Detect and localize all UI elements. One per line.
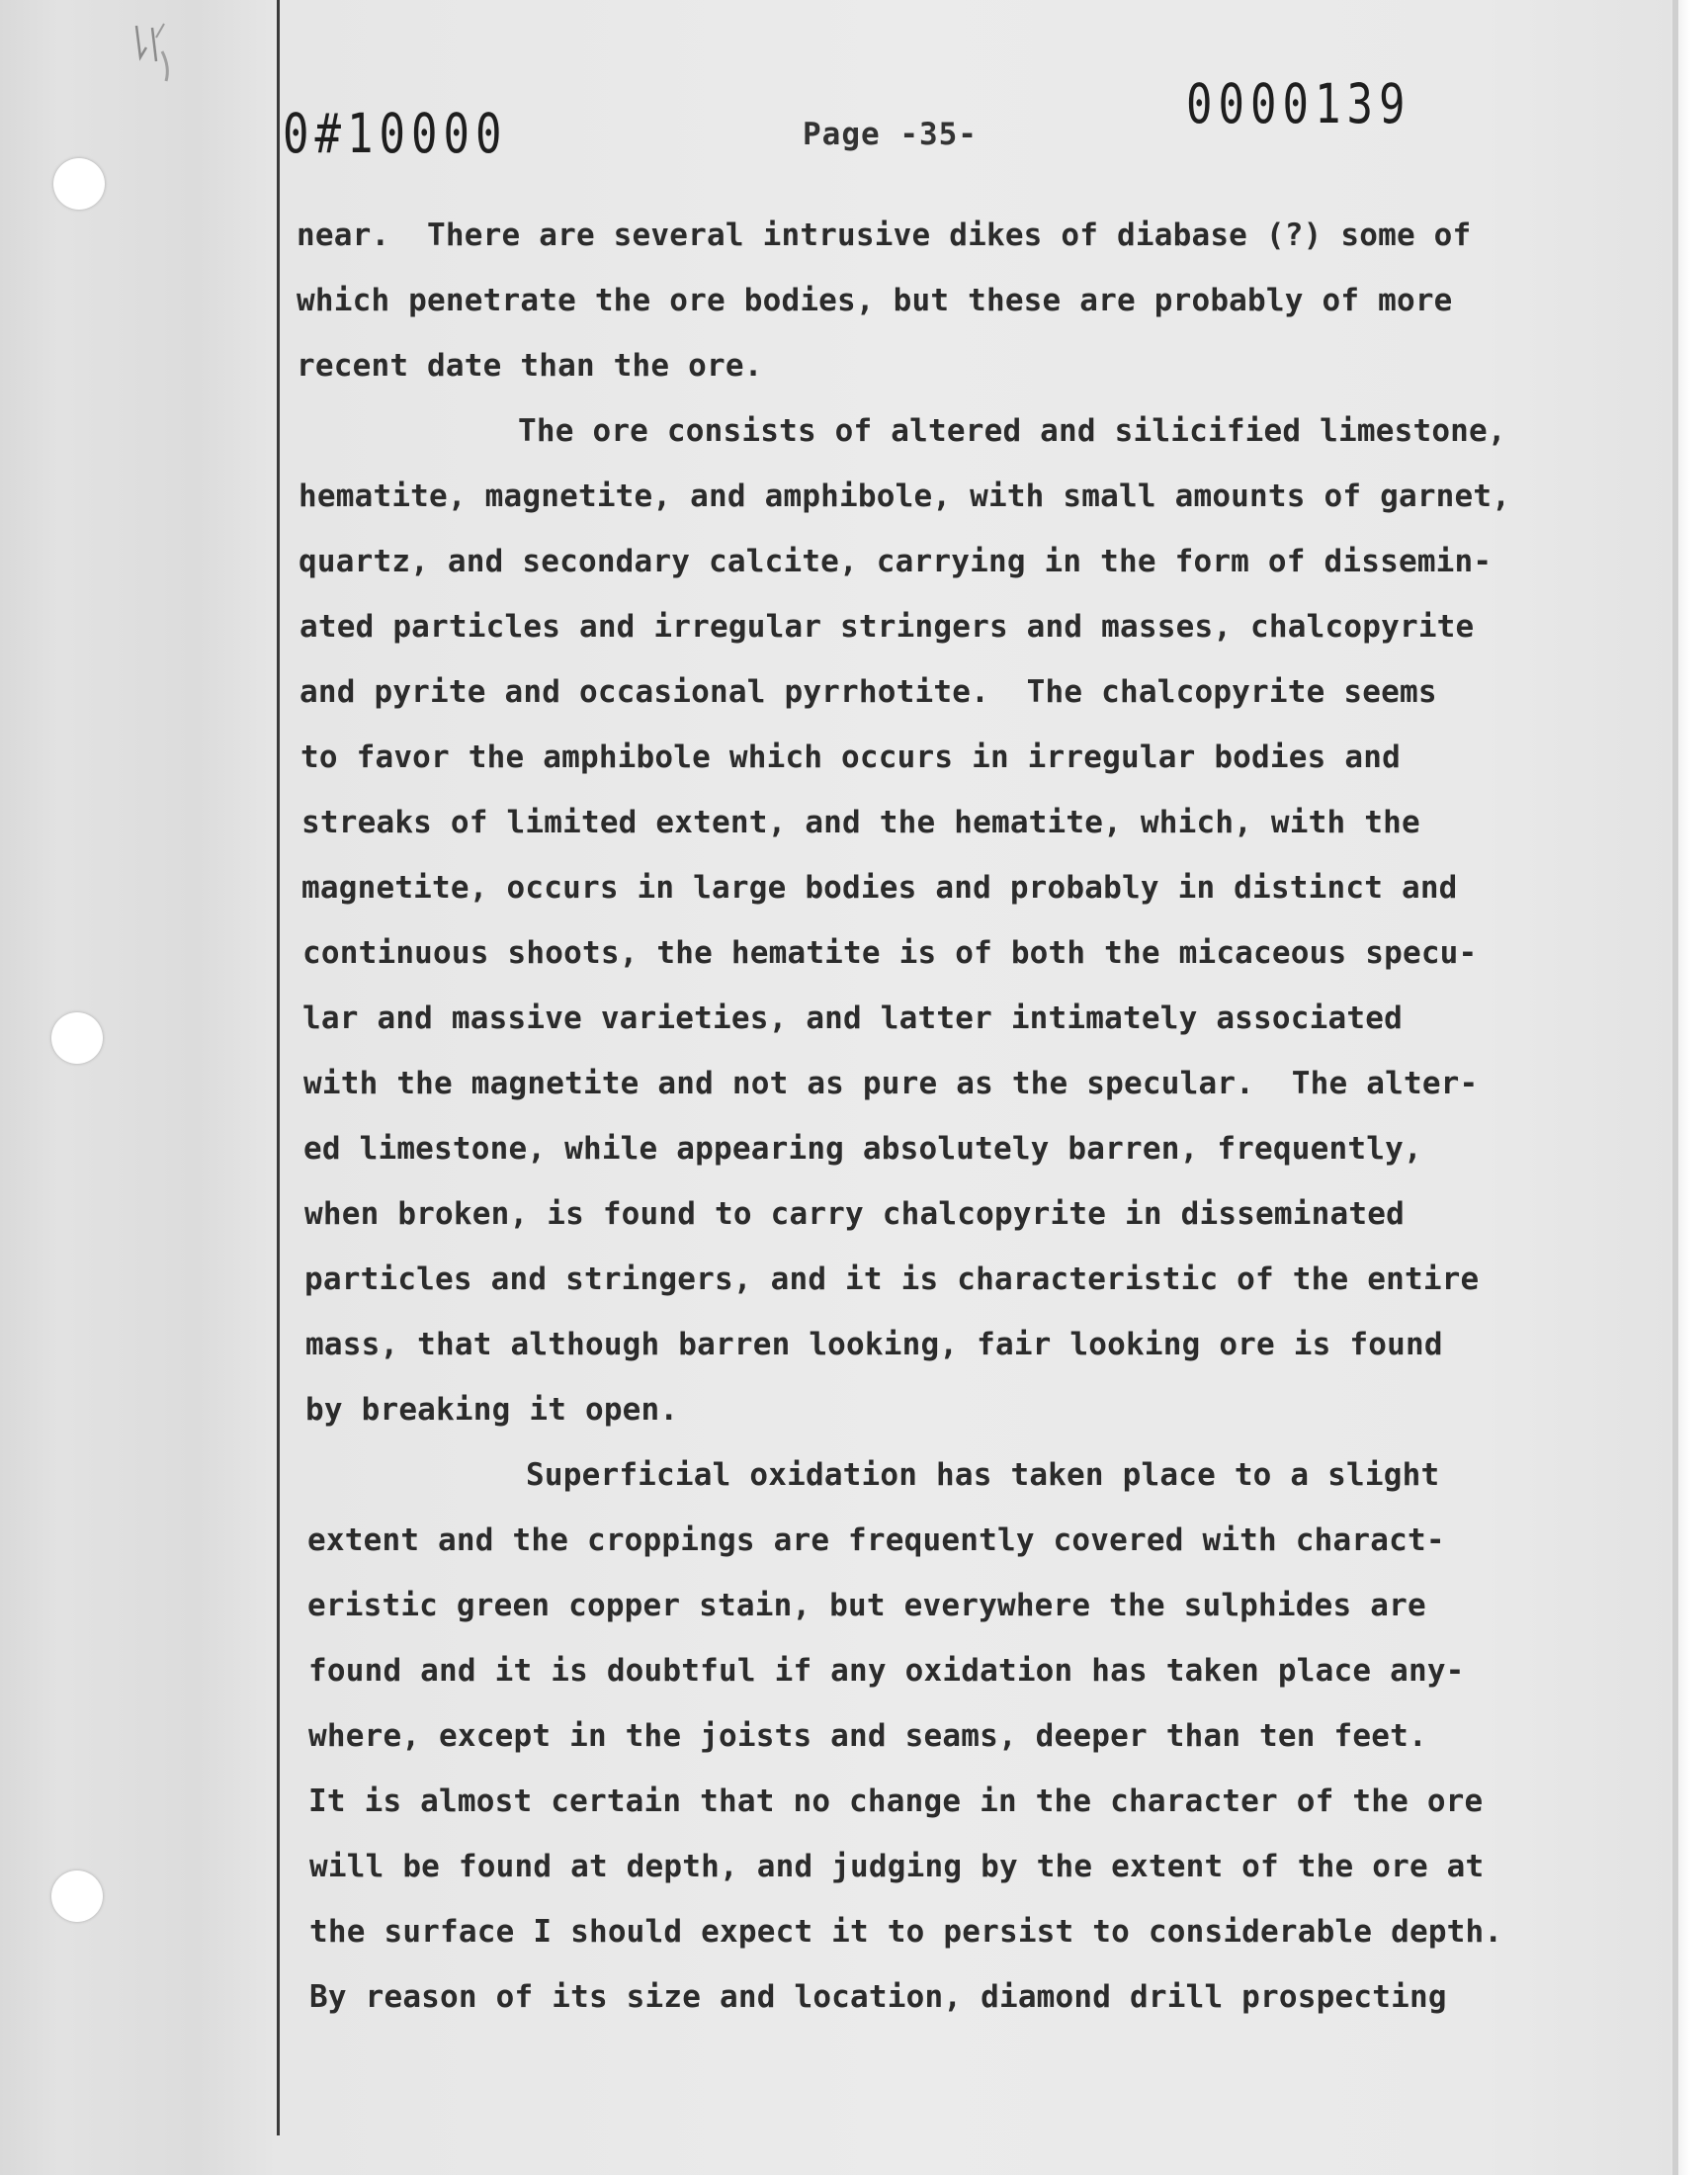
text-line: lar and massive varieties, and latter intimately associated <box>302 1000 1403 1036</box>
text-line: quartz, and secondary calcite, carrying in the form of dissemin- <box>299 544 1493 579</box>
text-line: streaks of limited extent, and the hematite, which, with the <box>301 805 1420 840</box>
document-id: 0#10000 <box>283 103 508 166</box>
page-number: Page -35- <box>803 117 978 152</box>
text-line: near. There are several intrusive dikes of diabase (?) some of <box>297 218 1472 253</box>
text-line: will be found at depth, and judging by the extent of the ore at <box>309 1849 1485 1884</box>
text-line: recent date than the ore. <box>297 348 763 384</box>
text-line: eristic green copper stain, but everywhere the sulphides are <box>307 1588 1426 1623</box>
text-line: ed limestone, while appearing absolutely barren, frequently, <box>303 1131 1422 1167</box>
punch-hole <box>53 158 105 210</box>
text-line: found and it is doubtful if any oxidation has taken place any- <box>308 1653 1465 1689</box>
text-line: with the magnetite and not as pure as the specular. The alter- <box>303 1066 1479 1101</box>
text-line: continuous shoots, the hematite is of both the micaceous specu- <box>302 935 1478 971</box>
text-line: to favor the amphibole which occurs in irregular bodies and <box>300 740 1401 775</box>
text-line: the surface I should expect it to persist to considerable depth. <box>309 1914 1503 1950</box>
paragraph-start: The ore consists of altered and silicified limestone, <box>518 413 1506 449</box>
text-line: by breaking it open. <box>305 1392 679 1428</box>
text-line: when broken, is found to carry chalcopyrite in disseminated <box>304 1196 1405 1232</box>
text-line: where, except in the joists and seams, deeper than ten feet. <box>308 1718 1427 1754</box>
margin-rule <box>277 0 280 2135</box>
body-text <box>297 203 1680 2030</box>
text-line: mass, that although barren looking, fair looking ore is found <box>305 1327 1443 1362</box>
text-line: ated particles and irregular stringers and masses, chalcopyrite <box>299 609 1475 645</box>
handwritten-mark <box>127 18 196 87</box>
text-line: magnetite, occurs in large bodies and probably in distinct and <box>301 870 1458 906</box>
paragraph-start: Superficial oxidation has taken place to a slight <box>526 1457 1440 1493</box>
text-line: extent and the croppings are frequently covered with charact- <box>307 1522 1445 1558</box>
text-line: particles and stringers, and it is characteristic of the entire <box>304 1262 1480 1297</box>
text-line: which penetrate the ore bodies, but these are probably of more <box>297 283 1453 318</box>
punch-hole <box>51 1870 103 1922</box>
text-line: It is almost certain that no change in the character of the ore <box>308 1784 1484 1819</box>
stamp-number: 0000139 <box>1186 73 1411 136</box>
text-line: By reason of its size and location, diamond drill prospecting <box>309 1979 1447 2015</box>
text-line: hematite, magnetite, and amphibole, with small amounts of garnet, <box>299 478 1511 514</box>
punch-hole <box>51 1012 103 1064</box>
text-line: and pyrite and occasional pyrrhotite. The chalcopyrite seems <box>299 674 1437 710</box>
